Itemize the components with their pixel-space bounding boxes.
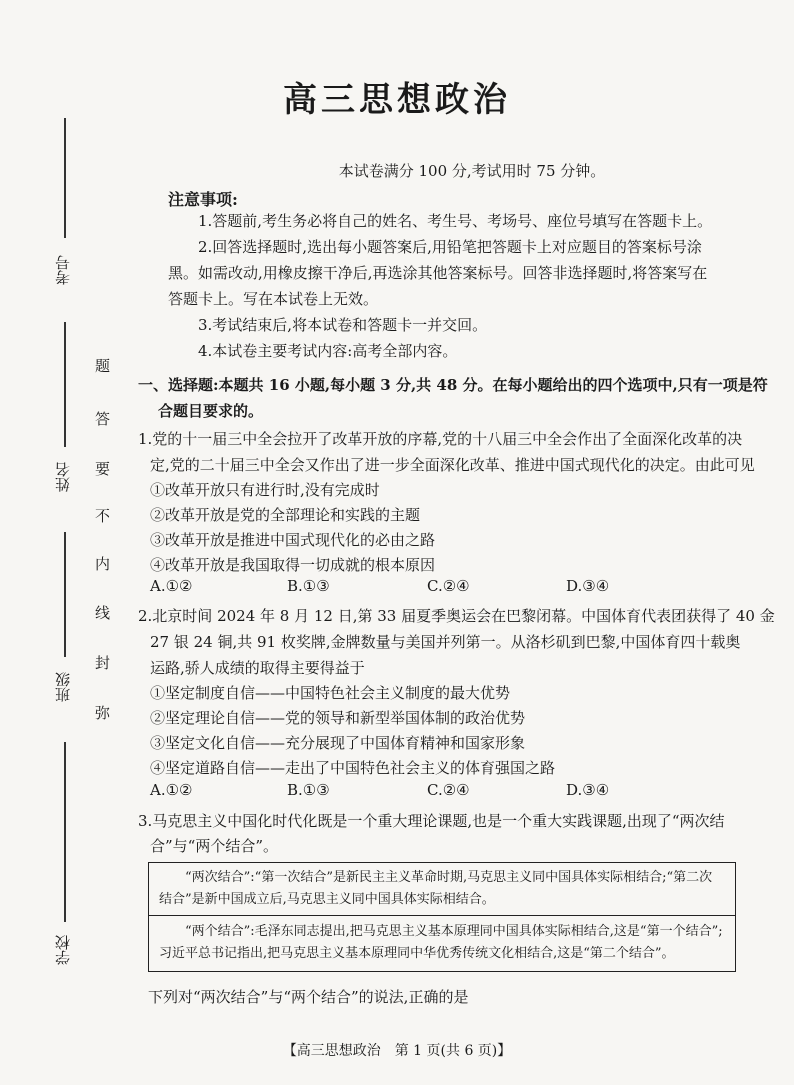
page-title: 高三思想政治 <box>283 80 511 120</box>
page-footer: 【高三思想政治 第 1 页(共 6 页)】 <box>282 1043 512 1059</box>
option-d[interactable]: D.③④ <box>566 577 610 595</box>
option-a[interactable]: A.①② <box>150 781 193 799</box>
section-heading: 一、选择题:本题共 16 小题,每小题 3 分,共 48 分。在每小题给出的四个选项中,只有一项是符 <box>138 376 768 394</box>
option-b[interactable]: B.①③ <box>287 781 330 799</box>
school-line <box>64 742 66 922</box>
question-1-item: ①改革开放只有进行时,没有完成时 <box>150 481 380 499</box>
option-a[interactable]: A.①② <box>150 577 193 595</box>
material-two-integrations: “两个结合”:毛泽东同志提出,把马克思主义基本原理同中国具体实际相结合,这是“第一个结合”;习近平总书记指出,把马克思主义基本原理同中华优秀传统文化相结合,这是“第二个结合”。 <box>159 924 723 961</box>
question-1-options <box>150 577 730 603</box>
exam-no-line <box>64 118 66 238</box>
seal-char: 线 <box>95 604 111 622</box>
question-2-item: ①坚定制度自信——中国特色社会主义制度的最大优势 <box>150 684 511 702</box>
question-2-stem-cont: 27 银 24 铜,共 91 枚奖牌,金牌数量与美国并列第一。从洛杉矶到巴黎,中国体育四十载奥 <box>150 633 741 651</box>
question-1-stem-cont: 定,党的二十届三中全会又作出了进一步全面深化改革、推进中国式现代化的决定。由此可见 <box>150 456 755 474</box>
question-1-item: ③改革开放是推进中国式现代化的必由之路 <box>150 531 436 549</box>
option-c[interactable]: C.②④ <box>427 781 470 799</box>
option-b[interactable]: B.①③ <box>287 577 330 595</box>
question-2-stem-cont: 运路,骄人成绩的取得主要得益于 <box>150 659 365 677</box>
school-label: 学校 <box>54 935 72 965</box>
question-3-prompt: 下列对“两次结合”与“两个结合”的说法,正确的是 <box>148 988 469 1006</box>
question-2-item: ③坚定文化自信——充分展现了中国体育精神和国家形象 <box>150 734 526 752</box>
class-label: 班级 <box>54 672 72 702</box>
option-c[interactable]: C.②④ <box>427 577 470 595</box>
name-line <box>64 322 66 447</box>
class-line <box>64 532 66 657</box>
exam-subtitle: 本试卷满分 100 分,考试用时 75 分钟。 <box>338 162 606 180</box>
binding-margin <box>0 0 125 1085</box>
material-divider <box>149 915 735 916</box>
question-2-options <box>150 781 730 807</box>
seal-char: 内 <box>95 555 111 573</box>
material-two-combinations: “两次结合”:“第一次结合”是新民主主义革命时期,马克思主义同中国具体实际相结合;“第二次结合”是新中国成立后,马克思主义同中国具体实际相结合。 <box>159 870 713 907</box>
question-3-stem: 3.马克思主义中国化时代化既是一个重大理论课题,也是一个重大实践课题,出现了“两次结 <box>138 812 725 830</box>
exam-no-label: 考号 <box>54 255 72 285</box>
question-2-stem: 2.北京时间 2024 年 8 月 12 日,第 33 届夏季奥运会在巴黎闭幕。中国体育代表团获得了 40 金 <box>138 607 775 625</box>
section-heading-cont: 合题目要求的。 <box>158 402 264 420</box>
seal-char: 封 <box>95 654 111 672</box>
question-2-item: ④坚定道路自信——走出了中国特色社会主义的体育强国之路 <box>150 759 556 777</box>
notice-item: 4.本试卷主要考试内容:高考全部内容。 <box>198 342 458 360</box>
question-1-item: ②改革开放是党的全部理论和实践的主题 <box>150 506 421 524</box>
seal-char: 要 <box>95 460 111 478</box>
material-box <box>148 862 736 972</box>
name-label: 姓名 <box>54 462 72 492</box>
notice-item: 1.答题前,考生务必将自己的姓名、考生号、考场号、座位号填写在答题卡上。 <box>198 212 713 230</box>
question-3-stem-cont: 合”与“两个结合”。 <box>150 837 279 855</box>
question-1-stem: 1.党的十一届三中全会拉开了改革开放的序幕,党的十八届三中全会作出了全面深化改革的决 <box>138 430 743 448</box>
notice-heading: 注意事项: <box>168 190 238 209</box>
seal-char: 不 <box>95 507 111 525</box>
question-2-item: ②坚定理论自信——党的领导和新型举国体制的政治优势 <box>150 709 526 727</box>
seal-char: 答 <box>95 410 111 428</box>
question-1-item: ④改革开放是我国取得一切成就的根本原因 <box>150 556 436 574</box>
option-d[interactable]: D.③④ <box>566 781 610 799</box>
seal-char: 题 <box>95 357 111 375</box>
notice-item: 2.回答选择题时,选出每小题答案后,用铅笔把答题卡上对应题目的答案标号涂黑。如需改动,用橡皮擦干净后,再选涂其他答案标号。回答非选择题时,将答案写在答题卡上。写在本试卷上无效。 <box>168 238 708 308</box>
notice-item: 3.考试结束后,将本试卷和答题卡一并交回。 <box>198 316 488 334</box>
seal-char: 弥 <box>95 704 111 722</box>
